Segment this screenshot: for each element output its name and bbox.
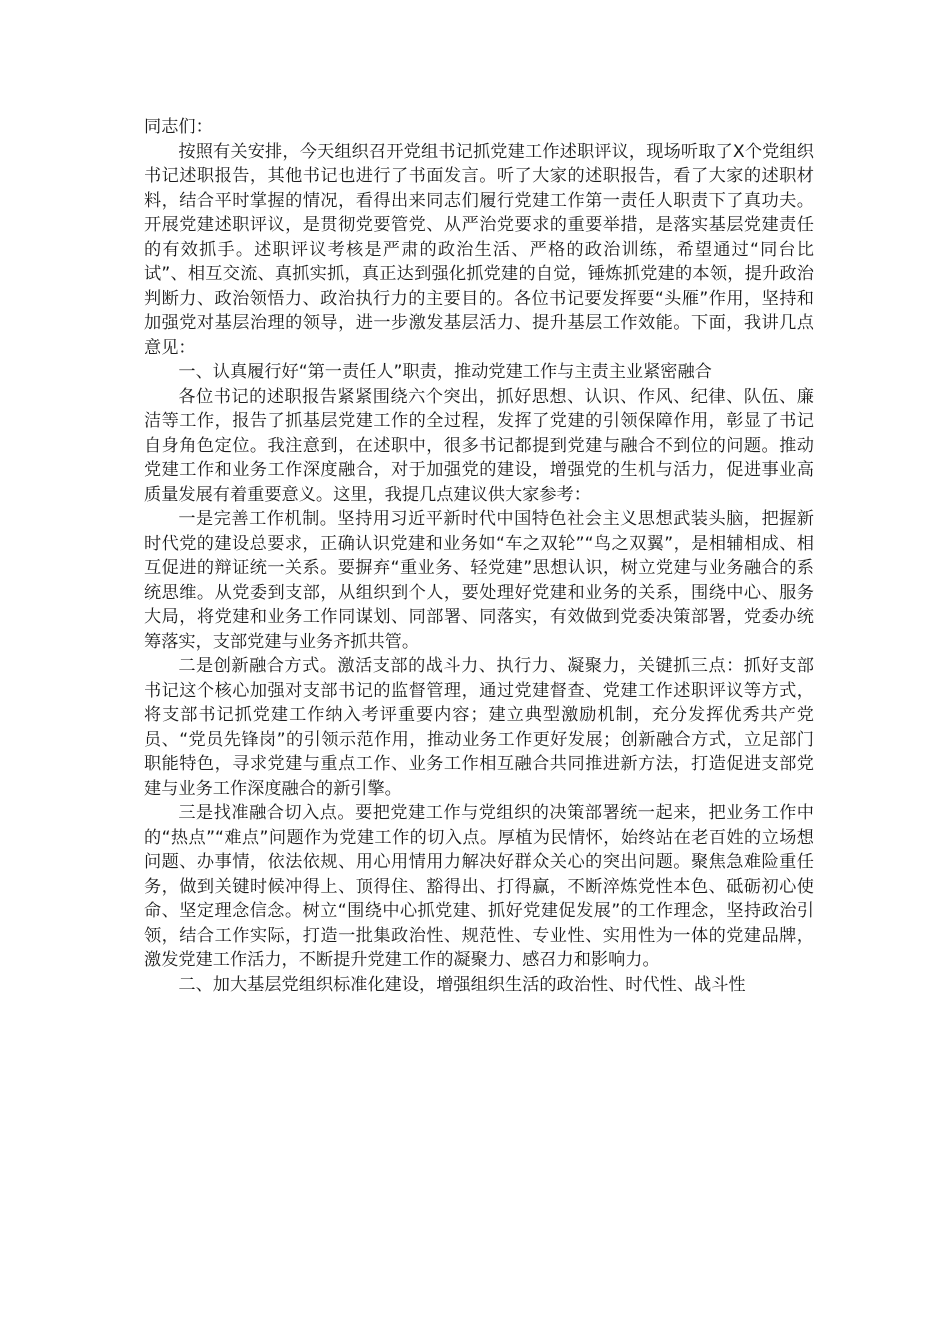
paragraph-point-2: 二是创新融合方式。激活支部的战斗力、执行力、凝聚力，关键抓三点：抓好支部书记这个核心加强对支部书记的监督管理，通过党建督查、党建工作述职评议等方式，将支部书记抓党建工作纳入考评重要内容；建立典型激励机制，充分发挥优秀共产党员、“党员先锋岗”的引领示范作用，推动业务工作更好发展；创新融合方式，立足部门职能特色，寻求党建与重点工作、业务工作相互融合共同推进新方法，打造促进支部党建与业务工作深度融合的新引擎。 [144, 656, 814, 799]
paragraph-point-1: 一是完善工作机制。坚持用习近平新时代中国特色社会主义思想武装头脑，把握新时代党的建设总要求，正确认识党建和业务如“车之双轮”“鸟之双翼”，是相辅相成、相互促进的辩证统一关系。要摒弃“重业务、轻党建”思想认识，树立党建与业务融合的系统思维。从党委到支部，从组织到个人，要处理好党建和业务的关系，围绕中心、服务大局，将党建和业务工作同谋划、同部署、同落实，有效做到党委决策部署，党委办统筹落实，支部党建与业务齐抓共管。 [144, 509, 814, 652]
section-heading-1: 一、认真履行好“第一责任人”职责，推动党建工作与主责主业紧密融合 [178, 362, 712, 382]
section-heading-2: 二、加大基层党组织标准化建设，增强组织生活的政治性、时代性、战斗性 [178, 974, 746, 995]
paragraph-point-3: 三是找准融合切入点。要把党建工作与党组织的决策部署统一起来，把业务工作中的“热点”“难点”问题作为党建工作的切入点。厚植为民情怀，始终站在老百姓的立场想问题、办事情，依法依规、用心用情用力解决好群众关心的突出问题。聚焦急难险重任务，做到关键时候冲得上、顶得住、豁得出、打得赢，不断淬炼党性本色、砥砺初心使命、坚定理念信念。树立“围绕中心抓党建、抓好党建促发展”的工作理念，坚持政治引领，结合工作实际，打造一批集政治性、规范性、专业性、实用性为一体的党建品牌，激发党建工作活力，不断提升党建工作的凝聚力、感召力和影响力。 [144, 803, 814, 970]
paragraph-intro: 按照有关安排，今天组织召开党组书记抓党建工作述职评议，现场听取了X个党组织书记述职报告，其他书记也进行了书面发言。听了大家的述职报告，看了大家的述职材料，结合平时掌握的情况，看得出来同志们履行党建工作第一责任人职责下了真功夫。开展党建述职评议，是贯彻党要管党、从严治党要求的重要举措，是落实基层党建责任的有效抓手。述职评议考核是严肃的政治生活、严格的政治训练，希望通过“同台比试”、相互交流、真抓实抓，真正达到强化抓党建的自觉，锤炼抓党建的本领，提升政治判断力、政治领悟力、政治执行力的主要目的。各位书记要发挥要“头雁”作用，坚持和加强党对基层治理的领导，进一步激发基层活力、提升基层工作效能。下面，我讲几点意见： [144, 141, 814, 358]
paragraph-section-1: 各位书记的述职报告紧紧围绕六个突出，抓好思想、认识、作风、纪律、队伍、廉洁等工作，报告了抓基层党建工作的全过程，发挥了党建的引领保障作用，彰显了书记自身角色定位。我注意到，在述职中，很多书记都提到党建与融合不到位的问题。推动党建工作和业务工作深度融合，对于加强党的建设，增强党的生机与活力，促进事业高质量发展有着重要意义。这里，我提几点建议供大家参考： [144, 386, 814, 505]
document-body [144, 115, 814, 997]
salutation: 同志们： [144, 117, 213, 137]
